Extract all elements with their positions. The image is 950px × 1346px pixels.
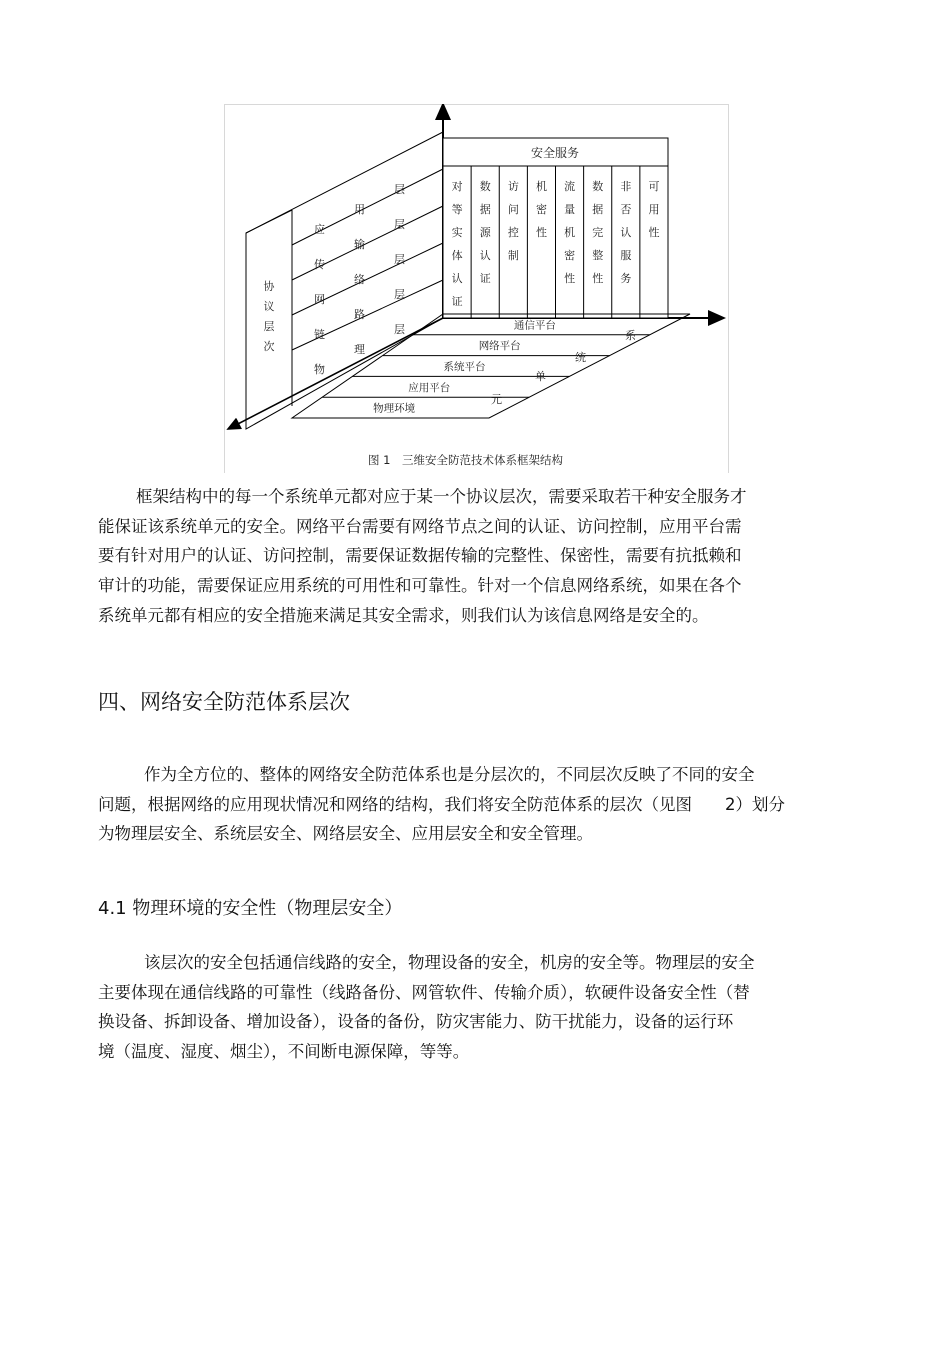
service-char: 性	[535, 226, 547, 239]
service-char: 密	[564, 249, 576, 262]
paragraph-line: 作为全方位的、整体的网络安全防范体系也是分层次的，不同层次反映了不同的安全	[144, 765, 755, 784]
layer-label-char: 网	[314, 293, 325, 306]
layer-label-char: 应	[314, 223, 325, 236]
service-char: 完	[592, 226, 604, 239]
layer-label-char: 层	[394, 253, 405, 266]
service-char: 实	[451, 226, 463, 239]
service-char: 整	[592, 249, 604, 262]
service-char: 对	[451, 180, 463, 193]
protocol-axis-char-1: 议	[263, 300, 275, 313]
service-char: 服	[620, 249, 632, 262]
service-char: 否	[620, 203, 632, 216]
service-char: 认	[620, 226, 632, 239]
paragraph-line: 问题，根据网络的应用现状情况和网络的结构，我们将安全防范体系的层次（见图 2）划分	[98, 794, 785, 814]
system-unit-char-1: 统	[575, 351, 586, 364]
service-char: 源	[479, 226, 491, 239]
system-unit-char-3: 元	[491, 393, 502, 406]
service-char: 访	[507, 180, 519, 193]
layer-label-char: 层	[394, 288, 405, 301]
layer-label-char: 用	[354, 203, 365, 216]
paragraph-layers	[98, 760, 858, 849]
service-char: 认	[479, 249, 491, 262]
protocol-axis-char-3: 次	[263, 340, 275, 353]
security-services-title: 安全服务	[530, 146, 580, 160]
service-char: 证	[479, 272, 491, 285]
service-char: 认	[451, 272, 463, 285]
paragraph-line: 要有针对用户的认证、访问控制，需要保证数据传输的完整性、保密性，需要有抗抵赖和	[98, 546, 742, 566]
layer-label-char: 层	[394, 218, 405, 231]
layer-label-char: 层	[394, 183, 405, 196]
service-char: 性	[648, 226, 660, 239]
layer-label-char: 路	[354, 308, 365, 321]
service-char: 机	[535, 180, 547, 193]
paragraph-line: 主要体现在通信线路的可靠性（线路备份、网管软件、传输介质），软硬件设备安全性（替	[98, 982, 750, 1002]
service-char: 数	[592, 180, 604, 193]
service-char: 务	[620, 272, 632, 285]
protocol-axis-char-0: 协	[263, 280, 275, 293]
platform-label: 系统平台	[443, 361, 486, 373]
system-unit-char-0: 系	[625, 329, 636, 342]
service-char: 体	[451, 249, 463, 262]
paragraph-line: 审计的功能，需要保证应用系统的可用性和可靠性。针对一个信息网络系统，如果在各个	[98, 576, 742, 596]
paragraph-line: 能保证该系统单元的安全。网络平台需要有网络节点之间的认证、访问控制，应用平台需	[98, 516, 742, 536]
service-char: 据	[479, 203, 491, 216]
security-services-block	[443, 138, 668, 318]
figure-caption: 图 1 三维安全防范技术体系框架结构	[368, 453, 563, 467]
paragraph-physical	[98, 948, 858, 1067]
service-char: 控	[507, 226, 519, 239]
service-char: 性	[564, 272, 576, 285]
paragraph-line: 系统单元都有相应的安全措施来满足其安全需求，则我们认为该信息网络是安全的。	[98, 605, 709, 625]
paragraph-line: 境（温度、湿度、烟尘），不间断电源保障，等等。	[98, 1042, 470, 1062]
section-heading-4-1: 4.1 物理环境的安全性（物理层安全）	[98, 898, 403, 919]
layer-label-char: 输	[354, 238, 365, 251]
service-char: 据	[592, 203, 604, 216]
service-char: 制	[507, 249, 519, 262]
paragraph-line: 框架结构中的每一个系统单元都对应于某一个协议层次，需要采取若干种安全服务才	[136, 487, 747, 506]
service-char: 用	[648, 203, 660, 216]
platform-label: 通信平台	[513, 319, 556, 332]
service-char: 等	[451, 203, 463, 216]
paragraph-line: 该层次的安全包括通信线路的安全，物理设备的安全，机房的安全等。物理层的安全	[144, 953, 755, 972]
service-char: 量	[564, 203, 576, 216]
platform-label: 应用平台	[408, 381, 451, 394]
service-char: 机	[564, 226, 576, 239]
paragraph-line: 换设备、拆卸设备、增加设备），设备的备份，防灾害能力、防干扰能力，设备的运行环	[98, 1012, 734, 1032]
layer-label-char: 物	[314, 363, 325, 376]
platform-label: 网络平台	[478, 340, 521, 353]
layer-label-char: 链	[314, 328, 325, 341]
service-char: 问	[507, 203, 519, 216]
layer-label-char: 理	[354, 343, 365, 356]
service-char: 密	[535, 203, 547, 216]
framework-diagram	[224, 104, 727, 472]
service-char: 数	[479, 180, 491, 193]
service-char: 可	[648, 180, 660, 193]
paragraph-line: 为物理层安全、系统层安全、网络层安全、应用层安全和安全管理。	[98, 824, 593, 844]
service-char: 流	[564, 180, 576, 193]
service-char: 性	[592, 272, 604, 285]
layer-label-char: 传	[314, 258, 325, 271]
platform-label: 物理环境	[373, 402, 416, 415]
section-heading-4: 四、网络安全防范体系层次	[98, 690, 350, 714]
service-char: 证	[451, 295, 463, 308]
service-char: 非	[620, 180, 632, 193]
paragraph-framework	[98, 482, 858, 631]
protocol-axis-char-2: 层	[263, 320, 275, 333]
layer-label-char: 层	[394, 323, 405, 336]
layer-label-char: 络	[354, 273, 365, 286]
system-unit-char-2: 单	[535, 370, 546, 383]
